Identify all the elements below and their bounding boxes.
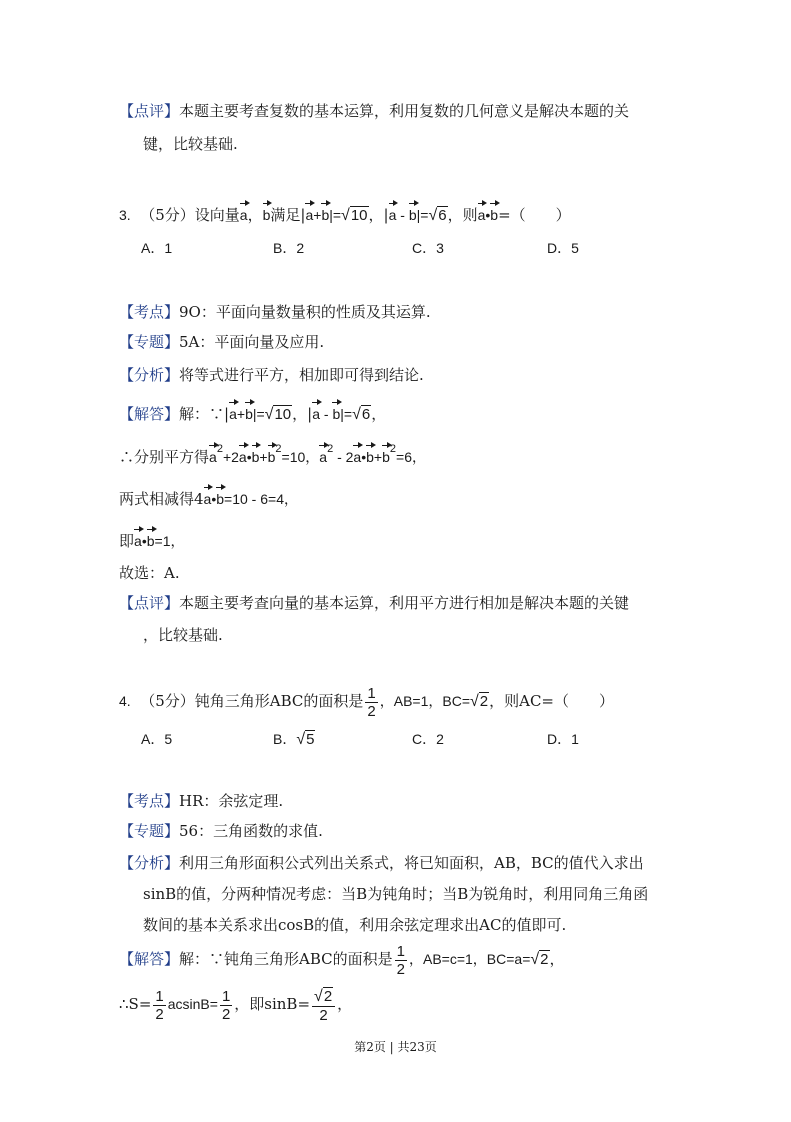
dot: • bbox=[246, 449, 252, 465]
comment-text-cont: ，比较基础. bbox=[143, 626, 223, 644]
vector-b: b bbox=[268, 443, 276, 467]
fraction-sqrt2-over-2: √ 2 2 bbox=[312, 987, 335, 1024]
minus-2: - 2 bbox=[333, 449, 354, 465]
jieda-tag: 【解答】 bbox=[119, 950, 180, 968]
sqrt-6: √ 6 bbox=[352, 406, 371, 423]
zhuanti-tag: 【专题】 bbox=[119, 822, 180, 840]
kaodian-tag: 【考点】 bbox=[119, 303, 180, 321]
question-stem: （5分）钝角三角形ABC的面积是 bbox=[140, 692, 364, 710]
vector-b: b bbox=[366, 443, 374, 467]
plus: + bbox=[259, 449, 268, 465]
dot: • bbox=[361, 449, 367, 465]
q3-solution-line2 bbox=[119, 485, 298, 509]
vector-b: b bbox=[216, 485, 224, 509]
q4-jieda-line2 bbox=[119, 986, 352, 1024]
vector-a: a bbox=[312, 400, 320, 424]
page-footer: 第2页 | 共23页 bbox=[354, 1040, 437, 1054]
vector-a: a bbox=[239, 443, 247, 467]
abs-eq: |= bbox=[416, 207, 429, 223]
vector-b: b bbox=[252, 443, 260, 467]
vector-b: b bbox=[245, 400, 253, 424]
stem-text: 满足| bbox=[270, 206, 306, 224]
vector-a: a bbox=[240, 201, 248, 225]
kaodian-text: 9O：平面向量数量积的性质及其运算. bbox=[179, 303, 431, 321]
vector-a: a bbox=[209, 443, 217, 467]
separator: ，| bbox=[368, 206, 389, 224]
comment-text-cont: 键，比较基础. bbox=[143, 135, 238, 153]
sol-text: 两式相减得4 bbox=[119, 490, 204, 508]
fenxi-text: 将等式进行平方，相加即可得到结论. bbox=[179, 366, 424, 384]
separator: ，| bbox=[292, 405, 313, 423]
fenxi-text: 利用三角形面积公式列出关系式，将已知面积，AB，BC的值代入求出 bbox=[179, 854, 644, 872]
zhuanti-tag: 【专题】 bbox=[119, 333, 180, 351]
comment-tag: 【点评】 bbox=[119, 102, 180, 120]
q3-fenxi bbox=[119, 365, 424, 385]
vector-b: b bbox=[332, 400, 340, 424]
q3-stem bbox=[119, 201, 571, 225]
kaodian-tag: 【考点】 bbox=[119, 792, 180, 810]
fraction-half: $\frac{1}{2}$ bbox=[367, 684, 376, 720]
answer-blank: =（ ） bbox=[498, 206, 571, 224]
vector-b: b bbox=[490, 201, 498, 225]
q4-choice-b bbox=[273, 729, 315, 749]
q4-choice-c: C．2 bbox=[412, 731, 444, 747]
vector-b: b bbox=[409, 201, 417, 225]
jieda-text: ∴S= bbox=[119, 995, 152, 1013]
q4-choice-d: D．1 bbox=[547, 731, 579, 747]
comma: ， bbox=[337, 995, 353, 1013]
square: 2 bbox=[389, 443, 397, 455]
jieda-text: acsinB= bbox=[167, 996, 218, 1012]
eq-6: =6， bbox=[396, 449, 426, 465]
sqrt-2: √ 2 bbox=[530, 951, 549, 968]
sol-text: 即 bbox=[119, 532, 135, 550]
plus: + bbox=[373, 449, 383, 465]
q3-kaodian bbox=[119, 302, 431, 322]
sol-eq: =1， bbox=[154, 533, 185, 549]
q2-comment-line2 bbox=[143, 134, 238, 154]
q4-fenxi-line1 bbox=[119, 853, 644, 873]
comment-tag: 【点评】 bbox=[119, 594, 180, 612]
jieda-text: 解：∵钝角三角形ABC的面积是 bbox=[179, 950, 393, 968]
sol-text: ∴分别平方得 bbox=[119, 448, 210, 466]
q4-zhuanti bbox=[119, 821, 323, 841]
vector-b: b bbox=[382, 443, 390, 467]
q4-choice-a: A．5 bbox=[141, 731, 173, 747]
question-number: 4. bbox=[119, 693, 131, 709]
vector-a: a bbox=[204, 485, 212, 509]
question-number: 3. bbox=[119, 207, 131, 223]
square: 2 bbox=[327, 443, 334, 455]
vector-a: a bbox=[305, 201, 313, 225]
zhuanti-text: 5A：平面向量及应用. bbox=[179, 333, 325, 351]
comment-text: 本题主要考查向量的基本运算，利用平方进行相加是解决本题的关键 bbox=[179, 594, 630, 612]
sol-eq: =10 - 6=4， bbox=[224, 491, 298, 507]
q3-choice-d: D．5 bbox=[547, 240, 579, 256]
q4-jieda-line1 bbox=[119, 942, 565, 978]
square: 2 bbox=[275, 443, 282, 455]
kaodian-text: HR：余弦定理. bbox=[179, 792, 284, 810]
vector-b: b bbox=[321, 201, 329, 225]
sqrt-10: √ 10 bbox=[264, 406, 292, 423]
q3-comment-line1 bbox=[119, 593, 629, 613]
jieda-text: 解：∵| bbox=[179, 405, 230, 423]
dot: • bbox=[485, 207, 491, 223]
q3-jieda bbox=[119, 400, 386, 424]
vector-a: a bbox=[389, 201, 397, 225]
q4-stem bbox=[119, 684, 614, 720]
vector-a: a bbox=[353, 443, 361, 467]
abs-eq: |= bbox=[252, 406, 265, 422]
q2-comment-line1 bbox=[119, 101, 629, 121]
minus: - bbox=[396, 207, 409, 223]
sqrt-10: √ 10 bbox=[341, 207, 368, 224]
sqrt-2: √ 2 bbox=[470, 693, 489, 710]
comma: ， bbox=[549, 950, 565, 968]
plus: + bbox=[313, 207, 322, 223]
vector-a: a bbox=[478, 201, 486, 225]
square: 2 bbox=[216, 443, 223, 455]
q3-choice-b: B．2 bbox=[273, 240, 305, 256]
minus: - bbox=[320, 406, 333, 422]
then: ，则 bbox=[447, 206, 478, 224]
vector-a: a bbox=[134, 527, 142, 551]
q3-choice-a: A．1 bbox=[141, 240, 173, 256]
q3-choice-c: C．3 bbox=[412, 240, 444, 256]
stem-text: ，AB=1，BC= bbox=[379, 693, 470, 709]
q3-comment-line2 bbox=[143, 625, 223, 645]
q3-answer: 故选：A. bbox=[119, 564, 180, 582]
sqrt-6: √ 6 bbox=[428, 207, 447, 224]
question-stem: （5分）设向量 bbox=[140, 206, 240, 224]
abs-eq: |= bbox=[340, 406, 353, 422]
fraction-half: $\frac{1}{2}$ bbox=[155, 987, 164, 1023]
sol-term: +2 bbox=[222, 449, 239, 465]
comma: ， bbox=[371, 405, 387, 423]
jieda-tag: 【解答】 bbox=[119, 405, 180, 423]
plus: + bbox=[236, 406, 246, 422]
q4-fenxi-line2: sinB的值，分两种情况考虑：当B为钝角时；当B为锐角时，利用同角三角函 bbox=[143, 885, 649, 903]
q4-kaodian bbox=[119, 791, 283, 811]
q3-zhuanti bbox=[119, 332, 324, 352]
dot: • bbox=[211, 491, 217, 507]
fenxi-tag: 【分析】 bbox=[119, 366, 180, 384]
q3-solution-line1 bbox=[119, 443, 426, 469]
jieda-text: ，即sinB= bbox=[234, 995, 311, 1013]
q4-fenxi-line3: 数间的基本关系求出cosB的值，利用余弦定理求出AC的值即可. bbox=[143, 916, 567, 934]
vector-b: b bbox=[263, 201, 271, 225]
jieda-text: ，AB=c=1，BC=a= bbox=[408, 951, 531, 967]
zhuanti-text: 56：三角函数的求值. bbox=[179, 822, 323, 840]
q3-solution-line3 bbox=[119, 527, 184, 551]
fraction-half: $\frac{1}{2}$ bbox=[396, 942, 405, 978]
comment-text: 本题主要考查复数的基本运算，利用复数的几何意义是解决本题的关 bbox=[179, 102, 630, 120]
choice-label: B． bbox=[273, 731, 297, 747]
vector-a: a bbox=[319, 443, 327, 467]
sqrt-5: √ 5 bbox=[296, 731, 315, 748]
eq-10: =10， bbox=[281, 449, 320, 465]
answer-blank: ，则AC=（ ） bbox=[489, 692, 615, 710]
abs-eq: |= bbox=[329, 207, 342, 223]
dot: • bbox=[141, 533, 147, 549]
vector-b: b bbox=[147, 527, 155, 551]
comma: ， bbox=[247, 206, 263, 224]
fraction-half: $\frac{1}{2}$ bbox=[221, 987, 231, 1023]
fenxi-tag: 【分析】 bbox=[119, 854, 180, 872]
vector-a: a bbox=[229, 400, 237, 424]
